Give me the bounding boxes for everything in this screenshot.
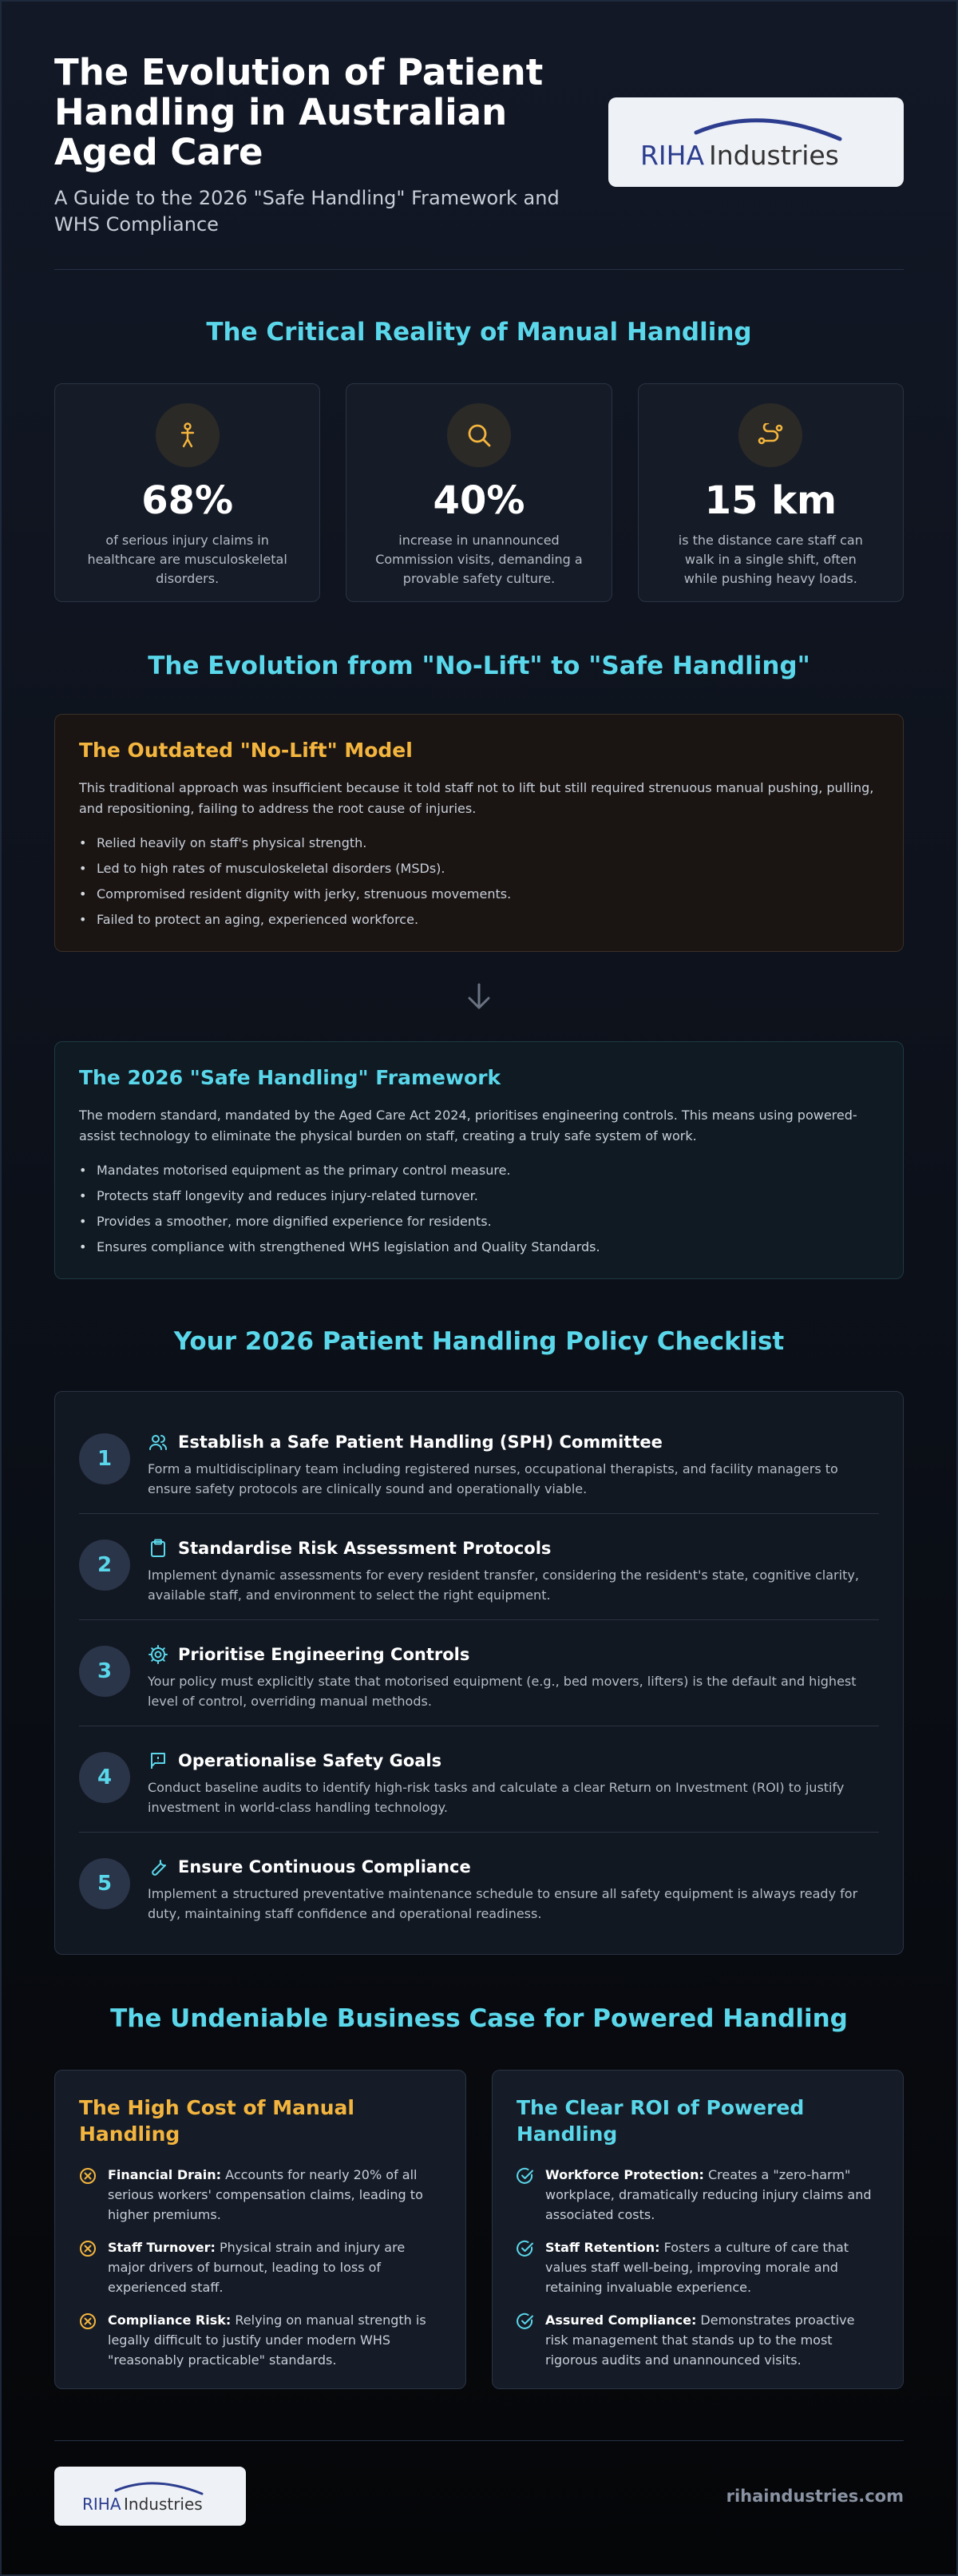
footer-logo: [54, 2467, 246, 2526]
logo-brand-text: RIHA: [640, 140, 705, 171]
evolution-section-title: The Evolution from "No-Lift" to "Safe Handling": [148, 652, 810, 680]
x-circle-icon: [79, 2240, 97, 2257]
checklist-item-header: [148, 1538, 866, 1559]
checklist-item-description: Implement a structured preventative maintenance schedule to ensure all safety equipment is always ready for duty, maintaining staff confidence and operational readiness.: [148, 1886, 858, 1921]
list-item: [517, 2310, 879, 2370]
old-model-text: This traditional approach was insufficient because it told staff not to lift but still required strenuous manual pushing, pulling, and repositioning, failing to address the root cause of injuries.: [79, 780, 874, 816]
list-item-title: Workforce Protection:: [545, 2167, 704, 2182]
step-number: 1: [79, 1433, 130, 1484]
roi-card: [492, 2070, 904, 2389]
list-item-text: [545, 2165, 879, 2225]
check-circle-icon: [517, 2167, 534, 2185]
list-item-detail: Relying on manual strength is legally difficult to justify under modern WHS "reasonably practicable" standards.: [108, 2312, 426, 2368]
checklist-item: [79, 1833, 879, 1939]
list-item: • Protects staff longevity and reduces injury-related turnover.: [79, 1183, 879, 1209]
checklist-item-body: [148, 1750, 866, 1832]
list-item-title: Financial Drain:: [108, 2167, 222, 2182]
list-item: • Mandates motorised equipment as the primary control measure.: [79, 1158, 879, 1183]
page-subtitle: A Guide to the 2026 "Safe Handling" Framework and WHS Compliance: [54, 187, 560, 236]
list-item-title: Compliance Risk:: [108, 2312, 232, 2328]
x-circle-icon: [79, 2312, 97, 2330]
list-item-text: [545, 2237, 879, 2297]
stat-description: increase in unannounced Commission visits, demanding a provable safety culture.: [375, 533, 583, 586]
cost-card: [54, 2070, 466, 2389]
old-model-heading: The Outdated "No-Lift" Model: [79, 739, 413, 762]
footer: [54, 2440, 904, 2526]
checklist-item-body: [148, 1857, 866, 1939]
step-number: 5: [79, 1858, 130, 1909]
checklist-item: [79, 1620, 879, 1726]
business-row: [54, 2070, 904, 2389]
cost-list: [79, 2165, 441, 2370]
company-logo: [608, 97, 904, 187]
old-model-card: [54, 714, 904, 952]
checklist-item-header: [148, 1644, 866, 1665]
list-item-text: [108, 2237, 441, 2297]
list-item-detail: Fosters a culture of care that values staff well-being, improving morale and retaining invaluable experience.: [545, 2240, 849, 2295]
person-icon: [156, 403, 220, 467]
list-item: [79, 2237, 441, 2297]
list-item: [79, 2165, 441, 2225]
logo-company-text: Industries: [124, 2495, 203, 2514]
stats-row: [54, 383, 904, 602]
checklist-item-description: Implement dynamic assessments for every resident transfer, considering the resident's state, cognitive clarity, available staff, and environment to select the right equipment.: [148, 1567, 859, 1603]
wrench-icon: [148, 1857, 168, 1877]
list-item: [517, 2165, 879, 2225]
list-item-title: Assured Compliance:: [545, 2312, 697, 2328]
header: [54, 2, 904, 270]
gear-icon: [148, 1644, 168, 1665]
list-item: • Ensures compliance with strengthened WHS legislation and Quality Standards.: [79, 1234, 879, 1260]
checklist-item: [79, 1726, 879, 1833]
list-item: • Provides a smoother, more dignified experience for residents.: [79, 1209, 879, 1234]
checklist-item-description: Conduct baseline audits to identify high-risk tasks and calculate a clear Return on Investment (ROI) to justify investment in world-class handling technology.: [148, 1780, 845, 1815]
list-item-detail: Creates a "zero-harm" workplace, dramatically reducing injury claims and associated costs.: [545, 2167, 872, 2222]
checklist-item: [79, 1408, 879, 1514]
list-item-detail: Demonstrates proactive risk management that stands up to the most rigorous audits and unannounced visits.: [545, 2312, 855, 2368]
step-number: 3: [79, 1646, 130, 1697]
logo-company-text: Industries: [709, 140, 839, 171]
checklist: [54, 1391, 904, 1955]
checklist-item-label: Ensure Continuous Compliance: [178, 1857, 471, 1877]
list-item: • Relied heavily on staff's physical strength.: [79, 830, 879, 856]
stat-description: is the distance care staff can walk in a single shift, often while pushing heavy loads.: [678, 533, 863, 586]
stats-section-title: The Critical Reality of Manual Handling: [206, 318, 752, 347]
checklist-item-label: Standardise Risk Assessment Protocols: [178, 1539, 552, 1558]
route-icon: [738, 403, 802, 467]
checklist-item-label: Establish a Safe Patient Handling (SPH) Committee: [178, 1433, 663, 1452]
checklist-item-body: [148, 1432, 866, 1513]
x-circle-icon: [79, 2167, 97, 2185]
checklist-section-title: Your 2026 Patient Handling Policy Checklist: [173, 1327, 785, 1356]
check-circle-icon: [517, 2312, 534, 2330]
checklist-item-description: Form a multidisciplinary team including registered nurses, occupational therapists, and facility managers to ensure safety protocols are clinically sound and operationally viable.: [148, 1461, 838, 1496]
checklist-item-body: [148, 1644, 866, 1726]
logo-brand-text: RIHA: [82, 2495, 121, 2514]
website-link[interactable]: rihaindustries.com: [726, 2487, 904, 2506]
checklist-item-description: Your policy must explicitly state that motorised equipment (e.g., bed movers, lifters) is the default and highest level of control, overriding manual methods.: [148, 1674, 857, 1709]
flag-icon: [148, 1750, 168, 1771]
roi-list: [517, 2165, 879, 2370]
stat-value: 15 km: [704, 478, 837, 523]
checklist-item-header: [148, 1432, 866, 1452]
list-item: [517, 2237, 879, 2297]
stat-value: 68%: [141, 478, 234, 523]
arrow-down-icon: [54, 952, 904, 1041]
stat-description: of serious injury claims in healthcare are musculoskeletal disorders.: [87, 533, 287, 586]
checklist-item-label: Operationalise Safety Goals: [178, 1751, 442, 1770]
list-item-text: [108, 2310, 441, 2370]
list-item-text: [545, 2310, 879, 2370]
list-item-text: [108, 2165, 441, 2225]
roi-card-heading: The Clear ROI of Powered Handling: [517, 2096, 805, 2146]
new-model-text: The modern standard, mandated by the Aged Care Act 2024, prioritises engineering controls. This means using powered-assist technology to eliminate the physical burden on staff, creating a truly safe system of work.: [79, 1108, 857, 1143]
checklist-item-body: [148, 1538, 866, 1619]
new-model-card: [54, 1041, 904, 1279]
riha-logo-mark: [82, 2478, 218, 2515]
list-item-title: Staff Retention:: [545, 2240, 660, 2255]
header-text: [54, 53, 581, 238]
list-item-detail: Physical strain and injury are major drivers of burnout, leading to loss of experienced staff.: [108, 2240, 406, 2295]
checklist-item-label: Prioritise Engineering Controls: [178, 1645, 470, 1664]
stat-card: [638, 383, 904, 602]
old-model-list: [79, 830, 879, 933]
new-model-list: [79, 1158, 879, 1260]
stat-value: 40%: [433, 478, 525, 523]
stat-card: [346, 383, 612, 602]
users-icon: [148, 1432, 168, 1452]
search-icon: [447, 403, 511, 467]
riha-logo-mark: [640, 112, 872, 172]
list-item: • Compromised resident dignity with jerky, strenuous movements.: [79, 882, 879, 907]
business-section-title: The Undeniable Business Case for Powered Handling: [110, 2004, 848, 2033]
clipboard-icon: [148, 1538, 168, 1559]
check-circle-icon: [517, 2240, 534, 2257]
cost-card-heading: The High Cost of Manual Handling: [79, 2096, 354, 2146]
list-item: • Led to high rates of musculoskeletal disorders (MSDs).: [79, 856, 879, 882]
list-item-detail: Accounts for nearly 20% of all serious workers' compensation claims, leading to higher premiums.: [108, 2167, 423, 2222]
list-item: • Failed to protect an aging, experienced workforce.: [79, 907, 879, 933]
checklist-item: [79, 1514, 879, 1620]
new-model-heading: The 2026 "Safe Handling" Framework: [79, 1066, 501, 1089]
page-title: The Evolution of Patient Handling in Australian Aged Care: [54, 51, 544, 173]
step-number: 2: [79, 1540, 130, 1591]
list-item-title: Staff Turnover:: [108, 2240, 216, 2255]
checklist-item-header: [148, 1750, 866, 1771]
checklist-item-header: [148, 1857, 866, 1877]
stat-card: [54, 383, 320, 602]
step-number: 4: [79, 1752, 130, 1803]
list-item: [79, 2310, 441, 2370]
